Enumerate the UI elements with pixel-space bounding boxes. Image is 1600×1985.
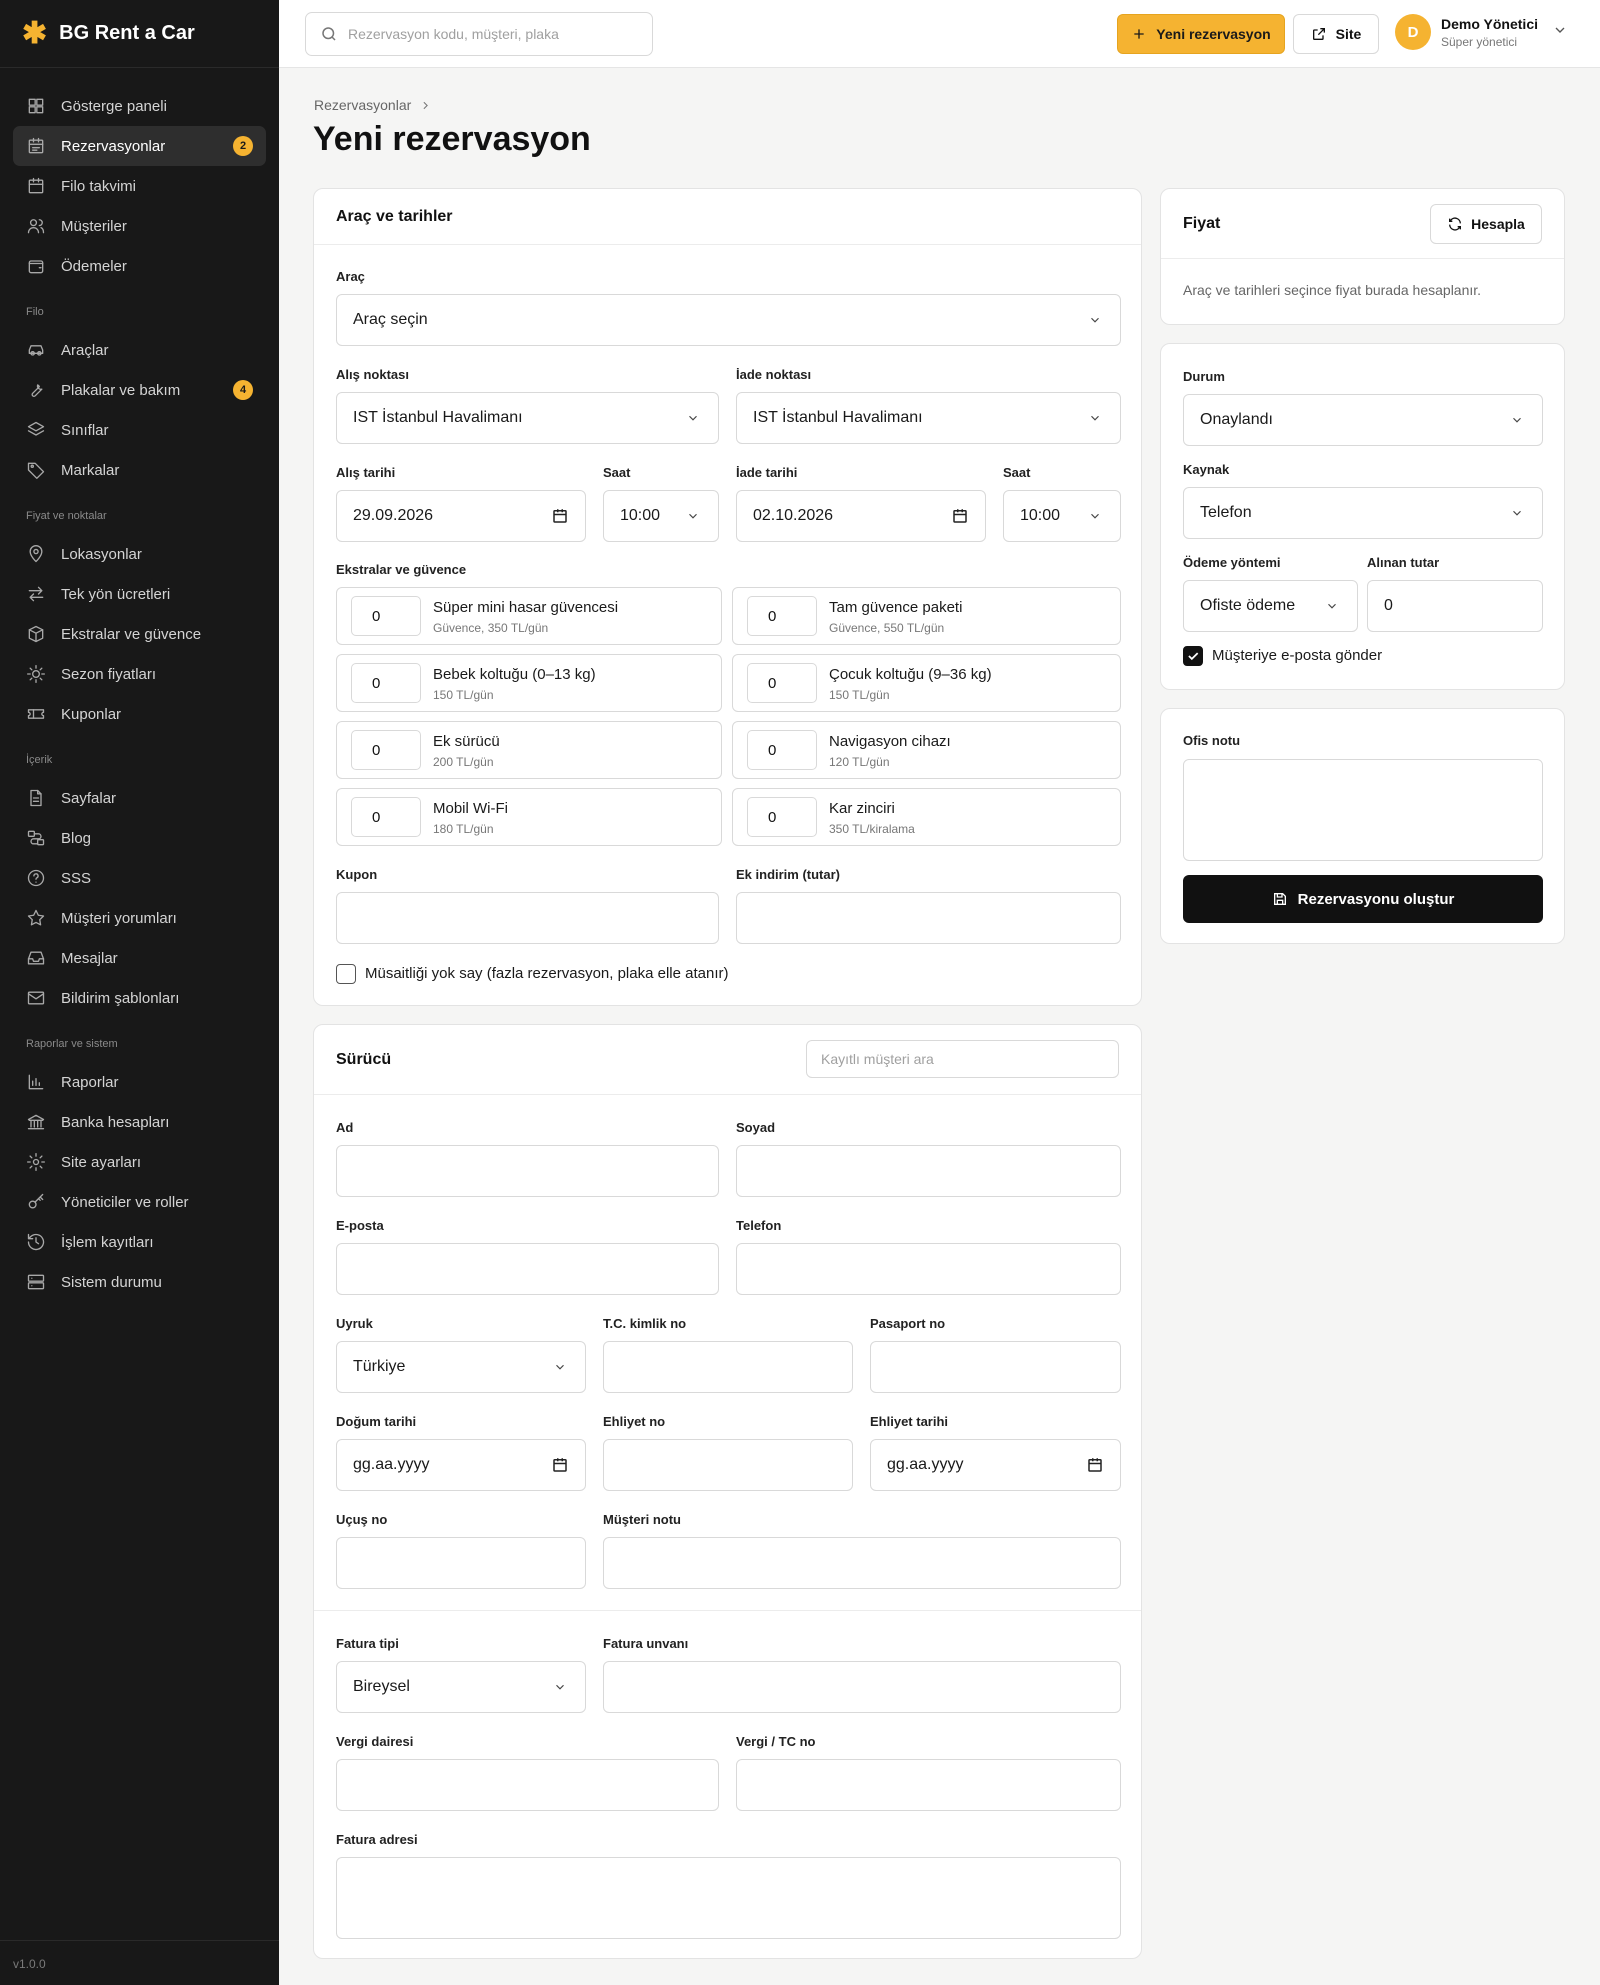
phone-input[interactable] — [736, 1243, 1121, 1295]
pickup-date-input[interactable] — [336, 490, 586, 542]
passport-no-input[interactable] — [870, 1341, 1121, 1393]
pickup-time-label: Saat — [603, 465, 631, 480]
return-location-select[interactable] — [736, 392, 1121, 444]
package-icon — [26, 624, 46, 644]
office-note-label: Ofis notu — [1183, 733, 1241, 748]
sidebar — [0, 0, 279, 1985]
users-icon — [26, 216, 46, 236]
mail-icon — [26, 988, 46, 1008]
extra-quantity-input[interactable]: 0 — [351, 663, 421, 703]
chevron-down-icon — [1510, 506, 1524, 520]
invoice-title-label: Fatura unvanı — [603, 1636, 689, 1651]
return-date-label: İade tarihi — [736, 465, 798, 480]
birth-date-placeholder: gg.aa.yyyy — [353, 1456, 430, 1473]
brand-name: BG Rent a Car — [59, 22, 195, 44]
sidebar-item-label: Filo takvimi — [61, 177, 137, 195]
sidebar-section-title: İçerik — [26, 754, 53, 766]
send-email-checkbox[interactable] — [1183, 646, 1203, 666]
file-icon — [26, 788, 46, 808]
invoice-type-label: Fatura tipi — [336, 1636, 399, 1651]
tax-office-input[interactable] — [336, 1759, 719, 1811]
payment-method-select[interactable] — [1183, 580, 1358, 632]
return-location-label: İade noktası — [736, 367, 812, 382]
sidebar-item-label: Tek yön ücretleri — [61, 585, 171, 603]
birth-date-input[interactable] — [336, 1439, 586, 1491]
bank-icon — [26, 1112, 46, 1132]
section-divider — [314, 1610, 1141, 1611]
asterisk-logo-icon: ✱ — [22, 16, 48, 50]
sidebar-item-label: Bildirim şablonları — [61, 989, 180, 1007]
history-icon — [26, 1232, 46, 1252]
sidebar-item-mesajlar[interactable] — [0, 938, 266, 978]
avatar: D — [1395, 14, 1431, 50]
chevron-down-icon — [1088, 313, 1102, 327]
sun-icon — [26, 664, 46, 684]
sidebar-item-blog[interactable] — [0, 818, 266, 858]
sidebar-item-filo-takvimi[interactable] — [0, 166, 266, 206]
bar-chart-icon — [26, 1072, 46, 1092]
tax-no-label: Vergi / TC no — [736, 1734, 816, 1749]
pickup-date-value: 29.09.2026 — [353, 507, 434, 524]
vehicle-select[interactable] — [336, 294, 1121, 346]
refresh-icon — [1447, 216, 1463, 232]
sidebar-item-sss[interactable] — [0, 858, 266, 898]
sidebar-item-ekstralar-ve-güvence[interactable] — [0, 614, 266, 654]
save-icon — [1272, 891, 1288, 907]
extra-item — [336, 587, 722, 645]
layers-icon — [26, 420, 46, 440]
star-icon — [26, 908, 46, 928]
sidebar-item-rezervasyonlar[interactable] — [13, 126, 266, 166]
extra-price: 200 TL/gün — [433, 755, 494, 769]
nationality-select[interactable] — [336, 1341, 586, 1393]
source-select[interactable] — [1183, 487, 1543, 539]
wallet-icon — [26, 256, 46, 276]
create-reservation-label: Rezervasyonu oluştur — [1297, 890, 1455, 908]
sidebar-item-sınıflar[interactable] — [0, 410, 266, 450]
chevron-down-icon — [553, 1360, 567, 1374]
extra-name: Ek sürücü — [433, 733, 500, 750]
sidebar-item-raporlar[interactable] — [0, 1062, 266, 1102]
sidebar-item-label: Ödemeler — [61, 257, 127, 275]
calendar-icon — [26, 176, 46, 196]
pickup-date-label: Alış tarihi — [336, 465, 396, 480]
site-button[interactable] — [1293, 14, 1379, 54]
invoice-type-select[interactable] — [336, 1661, 586, 1713]
tag-icon — [26, 460, 46, 480]
dashboard-icon — [26, 96, 46, 116]
blog-icon — [26, 828, 46, 848]
extra-price: 350 TL/kiralama — [829, 822, 915, 836]
chevron-down-icon — [1325, 599, 1339, 613]
count-badge: 2 — [233, 136, 253, 156]
sidebar-item-label: İşlem kayıtları — [61, 1233, 154, 1251]
passport-no-label: Pasaport no — [870, 1316, 946, 1331]
driver-card — [313, 1024, 1142, 1959]
sidebar-item-lokasyonlar[interactable] — [0, 534, 266, 574]
chevron-down-icon — [553, 1680, 567, 1694]
extra-item — [336, 788, 722, 846]
sidebar-item-label: Mesajlar — [61, 949, 118, 967]
sidebar-item-label: Araçlar — [61, 341, 109, 359]
flight-no-label: Uçuş no — [336, 1512, 388, 1527]
sidebar-section-title: Fiyat ve noktalar — [26, 510, 107, 522]
tc-no-label: T.C. kimlik no — [603, 1316, 687, 1331]
sidebar-item-label: Markalar — [61, 461, 120, 479]
invoice-address-label: Fatura adresi — [336, 1832, 418, 1847]
global-search[interactable] — [305, 12, 653, 56]
chevron-down-icon — [686, 509, 700, 523]
license-no-label: Ehliyet no — [603, 1414, 666, 1429]
extra-quantity-input[interactable]: 0 — [747, 596, 817, 636]
new-reservation-button[interactable] — [1117, 14, 1285, 54]
extra-item — [732, 788, 1121, 846]
extra-name: Kar zinciri — [829, 800, 895, 817]
extra-item — [336, 654, 722, 712]
sidebar-item-label: Plakalar ve bakım — [61, 381, 181, 399]
tax-office-label: Vergi dairesi — [336, 1734, 414, 1749]
new-reservation-label: Yeni rezervasyon — [1156, 26, 1271, 42]
sidebar-item-label: Banka hesapları — [61, 1113, 170, 1131]
sidebar-item-yöneticiler-ve-roller[interactable] — [0, 1182, 266, 1222]
driver-title: Sürücü — [336, 1050, 392, 1068]
sidebar-item-label: Ekstralar ve güvence — [61, 625, 202, 643]
sidebar-item-sistem-durumu[interactable] — [0, 1262, 266, 1302]
breadcrumb-reservations[interactable]: Rezervasyonlar — [314, 97, 412, 113]
ignore-availability-checkbox[interactable] — [336, 964, 356, 984]
return-date-value: 02.10.2026 — [753, 507, 834, 524]
check-icon — [1186, 649, 1200, 663]
calendar-icon[interactable] — [551, 1456, 569, 1474]
calendar-icon[interactable] — [951, 507, 969, 525]
pickup-time-select[interactable] — [603, 490, 719, 542]
return-date-input[interactable] — [736, 490, 986, 542]
nationality-value: Türkiye — [353, 1358, 406, 1375]
sidebar-divider — [0, 1940, 279, 1941]
chevron-down-icon — [1088, 509, 1102, 523]
server-icon — [26, 1272, 46, 1292]
sidebar-item-müşteriler[interactable] — [0, 206, 266, 246]
first-name-label: Ad — [336, 1120, 354, 1135]
nationality-label: Uyruk — [336, 1316, 373, 1331]
license-date-input[interactable] — [870, 1439, 1121, 1491]
source-label: Kaynak — [1183, 462, 1230, 477]
sidebar-item-bildirim-şablonları[interactable] — [0, 978, 266, 1018]
topbar — [279, 0, 1600, 68]
extra-quantity-input[interactable]: 0 — [747, 730, 817, 770]
source-value: Telefon — [1200, 504, 1252, 521]
car-icon — [26, 340, 46, 360]
calendar-icon[interactable] — [551, 507, 569, 525]
sidebar-item-gösterge-paneli[interactable] — [0, 86, 266, 126]
office-note-card — [1160, 708, 1565, 944]
ticket-icon — [26, 704, 46, 724]
breadcrumb — [314, 97, 432, 113]
extra-price: Güvence, 350 TL/gün — [433, 621, 549, 635]
invoice-address-textarea[interactable] — [336, 1857, 1121, 1939]
chevron-down-icon — [1088, 411, 1102, 425]
search-icon — [320, 25, 338, 43]
sidebar-item-ödemeler[interactable] — [0, 246, 266, 286]
app-version: v1.0.0 — [13, 1957, 46, 1971]
price-title: Fiyat — [1183, 214, 1221, 232]
license-no-input[interactable] — [603, 1439, 853, 1491]
chevron-down-icon — [686, 411, 700, 425]
gear-icon — [26, 1152, 46, 1172]
customer-search-input[interactable]: Kayıtlı müşteri ara — [806, 1040, 1119, 1078]
sidebar-item-label: Sayfalar — [61, 789, 117, 807]
vehicle-label: Araç — [336, 269, 365, 284]
last-name-input[interactable] — [736, 1145, 1121, 1197]
sidebar-item-label: Yöneticiler ve roller — [61, 1193, 189, 1211]
pickup-location-select[interactable] — [336, 392, 719, 444]
brand[interactable] — [0, 0, 279, 68]
status-card — [1160, 343, 1565, 690]
site-label: Site — [1335, 26, 1362, 42]
sidebar-nav — [0, 68, 279, 1302]
plus-icon — [1131, 26, 1147, 42]
extra-price: 180 TL/gün — [433, 822, 494, 836]
chevron-right-icon — [419, 99, 432, 112]
calculate-button[interactable] — [1430, 204, 1542, 244]
extra-price: 120 TL/gün — [829, 755, 890, 769]
sidebar-section-title: Filo — [26, 306, 44, 318]
sidebar-item-label: Sistem durumu — [61, 1273, 162, 1291]
sidebar-item-markalar[interactable] — [0, 450, 266, 490]
customer-note-input[interactable] — [603, 1537, 1121, 1589]
sidebar-item-label: Rezervasyonlar — [61, 137, 166, 155]
extra-quantity-input[interactable]: 0 — [747, 663, 817, 703]
extra-item — [732, 654, 1121, 712]
phone-label: Telefon — [736, 1218, 782, 1233]
extra-quantity-input[interactable]: 0 — [747, 797, 817, 837]
sidebar-item-label: Müşteri yorumları — [61, 909, 177, 927]
extras-label: Ekstralar ve güvence — [336, 562, 467, 577]
help-icon — [26, 868, 46, 888]
inbox-icon — [26, 948, 46, 968]
sidebar-item-label: Raporlar — [61, 1073, 119, 1091]
sidebar-item-banka-hesapları[interactable] — [0, 1102, 266, 1142]
status-select[interactable] — [1183, 394, 1543, 446]
user-name: Demo Yönetici — [1441, 15, 1538, 32]
sidebar-item-site-ayarları[interactable] — [0, 1142, 266, 1182]
sidebar-item-label: Sezon fiyatları — [61, 665, 157, 683]
price-hint: Araç ve tarihleri seçince fiyat burada hesaplanır. — [1183, 282, 1482, 298]
sidebar-item-sayfalar[interactable] — [0, 778, 266, 818]
extra-quantity-input[interactable]: 0 — [351, 730, 421, 770]
calendar-icon[interactable] — [1086, 1456, 1104, 1474]
map-pin-icon — [26, 544, 46, 564]
sidebar-item-kuponlar[interactable] — [0, 694, 266, 734]
invoice-type-value: Bireysel — [353, 1678, 410, 1695]
extra-name: Mobil Wi-Fi — [433, 800, 508, 817]
extra-name: Tam güvence paketi — [829, 599, 963, 616]
payment-method-value: Ofiste ödeme — [1200, 597, 1296, 614]
extra-price: 150 TL/gün — [829, 688, 890, 702]
extra-quantity-input[interactable]: 0 — [351, 797, 421, 837]
extra-price: Güvence, 550 TL/gün — [829, 621, 945, 635]
tax-no-input[interactable] — [736, 1759, 1121, 1811]
ignore-availability-label: Müsaitliği yok say (fazla rezervasyon, plaka elle atanır) — [365, 965, 729, 982]
last-name-label: Soyad — [736, 1120, 776, 1135]
received-amount-label: Alınan tutar — [1367, 555, 1440, 570]
sidebar-item-label: Blog — [61, 829, 92, 847]
chevron-down-icon — [1552, 22, 1568, 43]
calculate-label: Hesapla — [1471, 216, 1525, 232]
return-time-select[interactable] — [1003, 490, 1121, 542]
status-label: Durum — [1183, 369, 1225, 384]
office-note-textarea[interactable] — [1183, 759, 1543, 861]
external-link-icon — [1311, 26, 1327, 42]
vehicle-select-value: Araç seçin — [353, 311, 428, 328]
email-label: E-posta — [336, 1218, 384, 1233]
create-reservation-button[interactable] — [1183, 875, 1543, 923]
sidebar-item-müşteri-yorumları[interactable] — [0, 898, 266, 938]
pickup-location-value: IST İstanbul Havalimanı — [353, 409, 523, 426]
page-title: Yeni rezervasyon — [313, 120, 591, 158]
sidebar-item-label: Gösterge paneli — [61, 97, 167, 115]
email-input[interactable] — [336, 1243, 719, 1295]
vehicle-dates-card — [313, 188, 1142, 1006]
calendar-list-icon — [26, 136, 46, 156]
extra-name: Navigasyon cihazı — [829, 733, 951, 750]
discount-label: Ek indirim (tutar) — [736, 867, 841, 882]
card-title: Araç ve tarihler — [314, 189, 1141, 245]
received-amount-value: 0 — [1384, 597, 1393, 614]
count-badge: 4 — [233, 380, 253, 400]
arrows-icon — [26, 584, 46, 604]
search-input[interactable] — [348, 26, 638, 42]
tc-no-input[interactable] — [603, 1341, 853, 1393]
key-icon — [26, 1192, 46, 1212]
pickup-time-value: 10:00 — [620, 507, 661, 524]
sidebar-item-label: Sınıflar — [61, 421, 109, 439]
sidebar-item-plakalar-ve-bakım[interactable] — [0, 370, 266, 410]
status-value: Onaylandı — [1200, 411, 1273, 428]
license-date-label: Ehliyet tarihi — [870, 1414, 949, 1429]
received-amount-input[interactable] — [1367, 580, 1543, 632]
send-email-label: Müşteriye e-posta gönder — [1212, 647, 1383, 664]
return-location-value: IST İstanbul Havalimanı — [753, 409, 923, 426]
user-role: Süper yönetici — [1441, 34, 1518, 49]
sidebar-item-sezon-fiyatları[interactable] — [0, 654, 266, 694]
return-time-label: Saat — [1003, 465, 1031, 480]
license-date-placeholder: gg.aa.yyyy — [887, 1456, 964, 1473]
extra-price: 150 TL/gün — [433, 688, 494, 702]
wrench-icon — [26, 380, 46, 400]
user-menu[interactable] — [1395, 14, 1568, 50]
payment-method-label: Ödeme yöntemi — [1183, 555, 1281, 570]
discount-input[interactable] — [736, 892, 1121, 944]
price-card — [1160, 188, 1565, 325]
extra-name: Süper mini hasar güvencesi — [433, 599, 619, 616]
coupon-label: Kupon — [336, 867, 378, 882]
sidebar-item-araçlar[interactable] — [0, 330, 266, 370]
extra-item — [732, 721, 1121, 779]
invoice-title-input[interactable] — [603, 1661, 1121, 1713]
sidebar-item-label: SSS — [61, 869, 92, 887]
customer-note-label: Müşteri notu — [603, 1512, 681, 1527]
sidebar-item-label: Müşteriler — [61, 217, 127, 235]
sidebar-item-label: Lokasyonlar — [61, 545, 142, 563]
return-time-value: 10:00 — [1020, 507, 1061, 524]
sidebar-item-label: Kuponlar — [61, 705, 122, 723]
extra-item — [732, 587, 1121, 645]
extra-item — [336, 721, 722, 779]
extra-name: Çocuk koltuğu (9–36 kg) — [829, 666, 992, 683]
sidebar-section-title: Raporlar ve sistem — [26, 1038, 118, 1050]
pickup-location-label: Alış noktası — [336, 367, 409, 382]
sidebar-item-i-şlem-kayıtları[interactable] — [0, 1222, 266, 1262]
sidebar-item-tek-yön-ücretleri[interactable] — [0, 574, 266, 614]
first-name-input[interactable] — [336, 1145, 719, 1197]
flight-no-input[interactable] — [336, 1537, 586, 1589]
extra-name: Bebek koltuğu (0–13 kg) — [433, 666, 596, 683]
chevron-down-icon — [1510, 413, 1524, 427]
birth-date-label: Doğum tarihi — [336, 1414, 417, 1429]
sidebar-item-label: Site ayarları — [61, 1153, 142, 1171]
coupon-input[interactable] — [336, 892, 719, 944]
extra-quantity-input[interactable]: 0 — [351, 596, 421, 636]
